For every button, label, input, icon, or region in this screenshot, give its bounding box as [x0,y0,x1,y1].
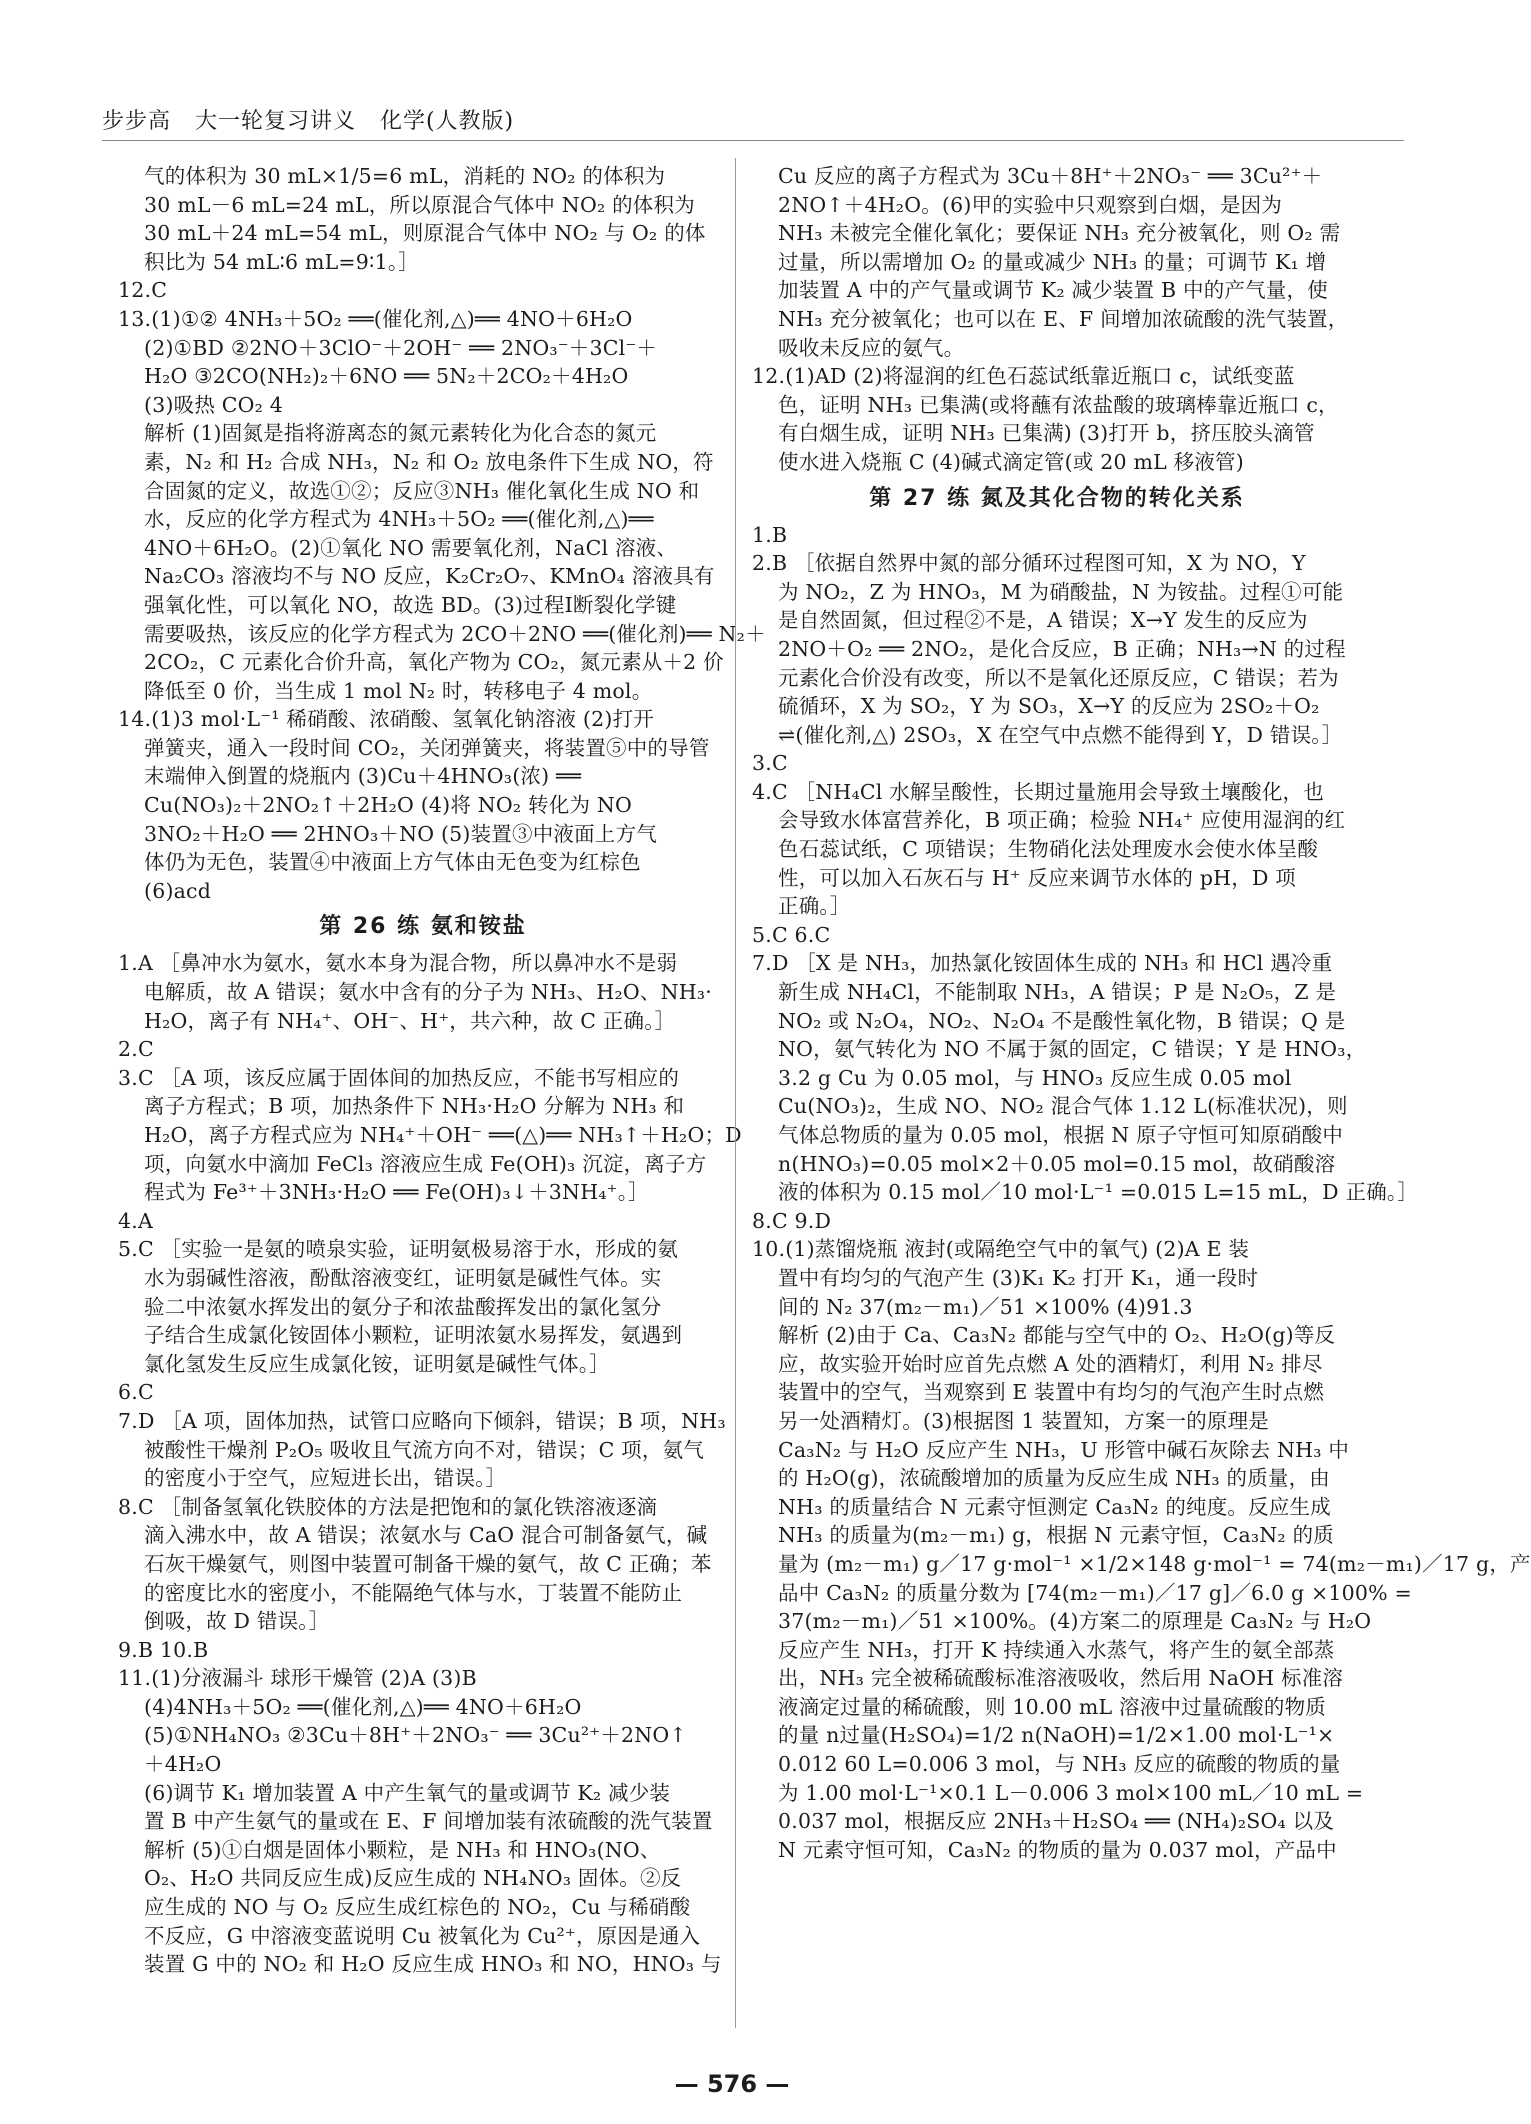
text-line: 另一处酒精灯。(3)根据图 1 装置知，方案一的原理是 [778,1408,1270,1433]
text-line: 11.(1)分液漏斗 球形干燥管 (2)A (3)B [118,1666,477,1691]
text-line: 0.037 mol，根据反应 2NH₃＋H₂SO₄ ══ (NH₄)₂SO₄ 以及 [778,1809,1335,1834]
text-line: n(HNO₃)=0.05 mol×2＋0.05 mol=0.15 mol，故硝酸溶 [778,1151,1336,1176]
text-line: (6)调节 K₁ 增加装置 A 中产生氧气的量或调节 K₂ 减少装 [144,1780,671,1805]
text-line: 元素化合价没有改变，所以不是氧化还原反应，C 错误；若为 [778,665,1339,690]
text-line: 解析 (5)①白烟是固体小颗粒，是 NH₃ 和 HNO₃(NO、 [144,1837,661,1862]
text-line: 使水进入烧瓶 C (4)碱式滴定管(或 20 mL 移液管) [778,449,1244,474]
left-column [118,162,766,2042]
text-line: 3.C [752,751,788,776]
text-line: 装置中的空气，当观察到 E 装置中有均匀的气泡产生时点燃 [778,1380,1325,1405]
section-heading: 第 27 练 氮及其化合物的转化关系 [869,485,1245,511]
text-line: 的 H₂O(g)，浓硫酸增加的质量为反应生成 NH₃ 的质量，由 [778,1466,1331,1491]
text-line: (4)4NH₃＋5O₂ ══(催化剂,△)══ 4NO＋6H₂O [144,1694,582,1719]
text-line: 3.C ［A 项，该反应属于固体间的加热反应，不能书写相应的 [118,1065,680,1090]
text-line: 7.D ［A 项，固体加热，试管口应略向下倾斜，错误；B 项，NH₃ [118,1408,726,1433]
text-line: 加装置 A 中的产气量或调节 K₂ 减少装置 B 中的产气量，使 [778,278,1328,303]
text-line: 30 mL＋24 mL=54 mL，则原混合气体中 NO₂ 与 O₂ 的体 [144,221,706,246]
header-rule [102,140,1404,141]
text-line: 液的体积为 0.15 mol／10 mol·L⁻¹ =0.015 L=15 mL，D 正确。］ [778,1180,1419,1205]
text-line: 水，反应的化学方程式为 4NH₃＋5O₂ ══(催化剂,△)══ [144,507,654,532]
text-line: 末端伸入倒置的烧瓶内 (3)Cu＋4HNO₃(浓) ══ [144,764,582,789]
text-line: 置 B 中产生氨气的量或在 E、F 间增加装有浓硫酸的洗气装置 [144,1809,713,1834]
page-number: — 576 — [674,2070,790,2098]
text-line: NH₃ 未被完全催化氧化；要保证 NH₃ 充分被氧化，则 O₂ 需 [778,221,1341,246]
text-line: 石灰干燥氨气，则图中装置可制备干燥的氨气，故 C 正确；苯 [144,1551,712,1576]
text-line: 子结合生成氯化铵固体小颗粒，证明浓氨水易挥发，氨遇到 [144,1323,683,1348]
text-line: (6)acd [144,878,212,903]
text-line: 气体总物质的量为 0.05 mol，根据 N 原子守恒可知原硝酸中 [778,1123,1344,1147]
text-line: 0.012 60 L=0.006 3 mol，与 NH₃ 反应的硫酸的物质的量 [778,1752,1341,1777]
text-line: 强氧化性，可以氧化 NO，故选 BD。(3)过程Ⅰ断裂化学键 [144,592,677,617]
text-line: (5)①NH₄NO₃ ②3Cu＋8H⁺＋2NO₃⁻ ══ 3Cu²⁺＋2NO↑ [144,1723,687,1748]
text-line: 间的 N₂ 37(m₂－m₁)／51 ×100% (4)91.3 [778,1294,1193,1319]
text-line: 积比为 54 mL∶6 mL=9∶1。］ [144,249,419,274]
text-line: 有白烟生成，证明 NH₃ 已集满) (3)打开 b，挤压胶头滴管 [778,421,1315,446]
text-line: 置中有均匀的气泡产生 (3)K₁ K₂ 打开 K₁，通一段时 [778,1265,1259,1290]
text-line: 应，故实验开始时应首先点燃 A 处的酒精灯，利用 N₂ 排尽 [778,1351,1323,1376]
text-line: 1.A ［鼻冲水为氨水，氨水本身为混合物，所以鼻冲水不是弱 [118,951,678,976]
text-line: 液滴定过量的稀硫酸，则 10.00 mL 溶液中过量硫酸的物质 [778,1694,1326,1719]
text-line: O₂、H₂O 共同反应生成)反应生成的 NH₄NO₃ 固体。②反 [144,1866,682,1891]
text-line: 2.C [118,1037,154,1062]
text-line: 程式为 Fe³⁺＋3NH₃·H₂O ══ Fe(OH)₃↓＋3NH₄⁺。］ [144,1180,649,1205]
text-line: Cu(NO₃)₂＋2NO₂↑＋2H₂O (4)将 NO₂ 转化为 NO [144,793,632,818]
text-line: 硫循环，X 为 SO₂，Y 为 SO₃，X→Y 的反应为 2SO₂＋O₂ [778,694,1320,719]
text-line: 的量 n过量(H₂SO₄)=1/2 n(NaOH)=1/2×1.00 mol·L⁻¹× [778,1723,1335,1748]
text-line: Na₂CO₃ 溶液均不与 NO 反应，K₂Cr₂O₇、KMnO₄ 溶液具有 [144,564,715,589]
text-line: 7.D ［X 是 NH₃，加热氯化铵固体生成的 NH₃ 和 HCl 遇冷重 [752,951,1333,976]
text-line: 为 1.00 mol·L⁻¹×0.1 L－0.006 3 mol×100 mL／10 mL = [778,1780,1364,1805]
text-line: 出，NH₃ 完全被稀硫酸标准溶液吸收，然后用 NaOH 标准溶 [778,1666,1344,1691]
text-line: H₂O，离子有 NH₄⁺、OH⁻、H⁺，共六种，故 C 正确。］ [144,1008,676,1033]
text-line: 反应产生 NH₃，打开 K 持续通入水蒸气，将产生的氨全部蒸 [778,1637,1335,1662]
text-line: 10.(1)蒸馏烧瓶 液封(或隔绝空气中的氧气) (2)A E 装 [752,1237,1250,1262]
text-line: 正确。］ [778,894,851,919]
section-heading: 第 26 练 氨和铵盐 [319,914,527,940]
text-line: 1.B [752,522,788,547]
text-line: 项，向氨水中滴加 FeCl₃ 溶液应生成 Fe(OH)₃ 沉淀，离子方 [144,1151,707,1176]
text-line: 4.A [118,1208,153,1233]
right-column [752,162,1531,2042]
text-line: 会导致水体富营养化，B 项正确；检验 NH₄⁺ 应使用湿润的红 [778,808,1346,833]
column-divider [735,158,736,2028]
text-line: 过量，所以需增加 O₂ 的量或减少 NH₃ 的量；可调节 K₁ 增 [778,249,1327,274]
text-line: 37(m₂－m₁)／51 ×100%。(4)方案二的原理是 Ca₃N₂ 与 H₂O [778,1609,1372,1634]
text-line: 解析 (2)由于 Ca、Ca₃N₂ 都能与空气中的 O₂、H₂O(g)等反 [778,1323,1336,1348]
text-line: 合固氮的定义，故选①②；反应③NH₃ 催化氧化生成 NO 和 [144,478,700,503]
text-line: NH₃ 的质量结合 N 元素守恒测定 Ca₃N₂ 的纯度。反应生成 [778,1494,1331,1519]
text-line: 9.B 10.B [118,1637,209,1662]
text-line: 体仍为无色，装置④中液面上方气体由无色变为红棕色 [144,850,641,875]
text-line: 14.(1)3 mol·L⁻¹ 稀硝酸、浓硝酸、氢氧化钠溶液 (2)打开 [118,707,654,732]
text-line: N 元素守恒可知，Ca₃N₂ 的物质的量为 0.037 mol，产品中 [778,1837,1337,1862]
text-line: H₂O ③2CO(NH₂)₂＋6NO ══ 5N₂＋2CO₂＋4H₂O [144,364,629,389]
text-line: NO，氨气转化为 NO 不属于氮的固定，C 错误；Y 是 HNO₃， [778,1037,1367,1062]
text-line: 不反应，G 中溶液变蓝说明 Cu 被氧化为 Cu²⁺，原因是通入 [144,1923,701,1948]
text-line: 新生成 NH₄Cl，不能制取 NH₃，A 错误；P 是 N₂O₅，Z 是 [778,980,1337,1005]
text-line: 降低至 0 价，当生成 1 mol N₂ 时，转移电子 4 mol。 [144,678,653,703]
text-line: 气的体积为 30 mL×1/5=6 mL，消耗的 NO₂ 的体积为 [144,164,666,188]
text-line: 解析 (1)固氮是指将游离态的氮元素转化为化合态的氮元 [144,421,657,446]
text-line: 3NO₂＋H₂O ══ 2HNO₃＋NO (5)装置③中液面上方气 [144,821,657,846]
text-line: 8.C ［制备氢氧化铁胶体的方法是把饱和的氯化铁溶液逐滴 [118,1494,658,1519]
text-line: 品中 Ca₃N₂ 的质量分数为 [74(m₂－m₁)／17 g]／6.0 g ×100% = [778,1580,1412,1605]
text-line: 4.C ［NH₄Cl 水解呈酸性，长期过量施用会导致土壤酸化，也 [752,779,1324,804]
text-line: 应生成的 NO 与 O₂ 反应生成红棕色的 NO₂，Cu 与稀硝酸 [144,1895,691,1920]
text-line: 2.B ［依据自然界中氮的部分循环过程图可知，X 为 NO，Y [752,551,1306,576]
text-line: NH₃ 充分被氧化；也可以在 E、F 间增加浓硫酸的洗气装置， [778,306,1349,331]
text-line: 需要吸热，该反应的化学方程式为 2CO＋2NO ══(催化剂)══ N₂＋ [144,621,766,646]
text-line: 验二中浓氨水挥发出的氨分子和浓盐酸挥发出的氯化氢分 [144,1294,662,1319]
text-line: 水为弱碱性溶液，酚酞溶液变红，证明氨是碱性气体。实 [144,1265,662,1290]
text-line: NH₃ 的质量为(m₂－m₁) g，根据 N 元素守恒，Ca₃N₂ 的质 [778,1523,1334,1548]
text-line: 12.(1)AD (2)将湿润的红色石蕊试纸靠近瓶口 c，试纸变蓝 [752,364,1295,389]
text-line: 吸收未反应的氨气。 [778,335,965,360]
text-line: H₂O，离子方程式应为 NH₄⁺＋OH⁻ ══(△)══ NH₃↑＋H₂O；D [144,1123,742,1147]
text-line: 装置 G 中的 NO₂ 和 H₂O 反应生成 HNO₃ 和 NO，HNO₃ 与 [144,1952,722,1977]
text-line: 性，可以加入石灰石与 H⁺ 反应来调节水体的 pH，D 项 [778,865,1296,890]
text-line: 滴入沸水中，故 A 错误；浓氨水与 CaO 混合可制备氨气，碱 [144,1523,708,1548]
text-line: Cu(NO₃)₂，生成 NO、NO₂ 混合气体 1.12 L(标准状况)，则 [778,1094,1348,1119]
text-line: Cu 反应的离子方程式为 3Cu＋8H⁺＋2NO₃⁻ ══ 3Cu²⁺＋ [778,164,1323,188]
text-line: 是自然固氮，但过程②不是，A 错误；X→Y 发生的反应为 [778,608,1308,633]
text-line: 电解质，故 A 错误；氨水中含有的分子为 NH₃、H₂O、NH₃· [144,980,712,1005]
text-line: 2NO＋O₂ ══ 2NO₂，是化合反应，B 正确；NH₃→N 的过程 [778,636,1346,661]
text-line: 2CO₂，C 元素化合价升高，氧化产物为 CO₂，氮元素从＋2 价 [144,650,724,675]
text-line: ＋4H₂O [144,1752,222,1777]
text-line: 量为 (m₂－m₁) g／17 g·mol⁻¹ ×1/2×148 g·mol⁻¹ = 74(m₂－m₁)／17 g，产 [778,1551,1531,1576]
text-line: ⇌(催化剂,△) 2SO₃，X 在空气中点燃不能得到 Y，D 错误。］ [778,722,1343,747]
text-line: 5.C 6.C [752,922,831,947]
text-line: 5.C ［实验一是氨的喷泉实验，证明氨极易溶于水，形成的氨 [118,1237,679,1262]
text-line: 离子方程式；B 项，加热条件下 NH₃·H₂O 分解为 NH₃ 和 [144,1094,685,1119]
text-line: 的密度比水的密度小，不能隔绝气体与水，丁装置不能防止 [144,1580,683,1605]
text-line: 2NO↑＋4H₂O。(6)甲的实验中只观察到白烟，是因为 [778,192,1283,217]
text-line: 倒吸，故 D 错误。］ [144,1609,330,1634]
text-line: 30 mL－6 mL=24 mL，所以原混合气体中 NO₂ 的体积为 [144,192,695,217]
text-line: 氯化氢发生反应生成氯化铵，证明氨是碱性气体。］ [144,1351,610,1376]
text-line: 3.2 g Cu 为 0.05 mol，与 HNO₃ 反应生成 0.05 mol [778,1065,1292,1090]
text-line: NO₂ 或 N₂O₄，NO₂、N₂O₄ 不是酸性氧化物，B 错误；Q 是 [778,1008,1346,1033]
text-line: 为 NO₂，Z 为 HNO₃，M 为硝酸盐，N 为铵盐。过程①可能 [778,579,1344,604]
text-line: 素，N₂ 和 H₂ 合成 NH₃，N₂ 和 O₂ 放电条件下生成 NO，符 [144,449,714,474]
text-line: 色石蕊试纸，C 项错误；生物硝化法处理废水会使水体呈酸 [778,837,1319,862]
text-line: 8.C 9.D [752,1208,832,1233]
text-line: 6.C [118,1380,154,1405]
text-line: 12.C [118,278,168,303]
running-header: 步步高 大一轮复习讲义 化学(人教版) [102,109,515,134]
text-line: (2)①BD ②2NO＋3ClO⁻＋2OH⁻ ══ 2NO₃⁻＋3Cl⁻＋ [144,335,658,360]
text-line: (3)吸热 CO₂ 4 [144,392,284,417]
text-line: 被酸性干燥剂 P₂O₅ 吸收且气流方向不对，错误；C 项，氨气 [144,1437,704,1462]
text-line: 色，证明 NH₃ 已集满(或将蘸有浓盐酸的玻璃棒靠近瓶口 c， [778,392,1339,417]
text-line: 4NO＋6H₂O。(2)①氧化 NO 需要氧化剂，NaCl 溶液、 [144,535,678,560]
text-line: Ca₃N₂ 与 H₂O 反应产生 NH₃，U 形管中碱石灰除去 NH₃ 中 [778,1437,1350,1462]
text-line: 弹簧夹，通入一段时间 CO₂，关闭弹簧夹，将装置⑤中的导管 [144,735,710,760]
text-line: 的密度小于空气，应短进长出，错误。］ [144,1466,507,1491]
text-line: 13.(1)①② 4NH₃＋5O₂ ══(催化剂,△)══ 4NO＋6H₂O [118,306,633,331]
